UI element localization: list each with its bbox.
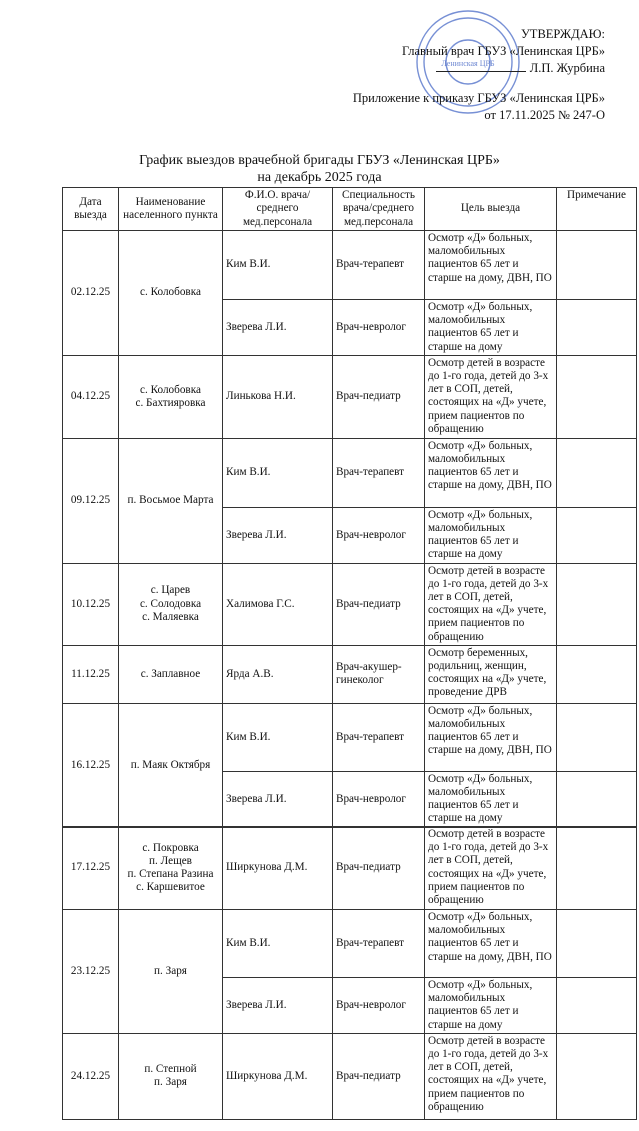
- table-row: [63, 563, 637, 645]
- header-place: Наименование населенного пункта: [119, 188, 223, 231]
- cell-name: Ширкунова Д.М.: [223, 1033, 333, 1119]
- approval-position: Главный врач ГБУЗ «Ленинская ЦРБ»: [401, 44, 605, 58]
- cell-specialty: Врач-невролог: [333, 978, 425, 1034]
- header-name: Ф.И.О. врача/среднего мед.персонала: [223, 188, 333, 231]
- annex-line-2: от 17.11.2025 № 247-О: [484, 108, 605, 122]
- table-row: [63, 910, 637, 978]
- cell-name: Зверева Л.И.: [223, 978, 333, 1034]
- schedule-table: [62, 187, 637, 828]
- cell-place: п. Маяк Октября: [119, 703, 223, 827]
- header-note: Примечание: [557, 188, 637, 231]
- cell-note: [557, 300, 637, 356]
- cell-name: Ким В.И.: [223, 703, 333, 771]
- title-line-2: на декабрь 2025 года: [257, 170, 382, 185]
- cell-specialty: Врач-педиатр: [333, 563, 425, 645]
- cell-date: 16.12.25: [63, 703, 119, 827]
- cell-date: 11.12.25: [63, 645, 119, 703]
- table-row: [63, 827, 637, 910]
- table-row: [63, 355, 637, 438]
- cell-specialty: Врач-терапевт: [333, 703, 425, 771]
- approval-block: [275, 26, 605, 77]
- annex-line-1: Приложение к приказу ГБУЗ «Ленинская ЦРБ»: [352, 91, 605, 105]
- cell-note: [557, 978, 637, 1034]
- cell-name: Ким В.И.: [223, 231, 333, 300]
- cell-purpose: Осмотр «Д» больных, маломобильных пациентов 65 лет и старше на дому: [425, 771, 557, 827]
- cell-date: 17.12.25: [63, 827, 119, 910]
- cell-name: Ширкунова Д.М.: [223, 827, 333, 910]
- page-title: [0, 152, 639, 186]
- cell-note: [557, 771, 637, 827]
- cell-note: [557, 563, 637, 645]
- cell-purpose: Осмотр детей в возрасте до 1-го года, детей до 3-х лет в СОП, детей, состоящих на «Д» учете, прием пациентов по обращению: [425, 355, 557, 438]
- cell-place: п. Восьмое Марта: [119, 438, 223, 563]
- table-row: [63, 231, 637, 300]
- cell-purpose: Осмотр «Д» больных, маломобильных пациентов 65 лет и старше на дому: [425, 507, 557, 563]
- cell-note: [557, 703, 637, 771]
- cell-date: 04.12.25: [63, 355, 119, 438]
- cell-specialty: Врач-невролог: [333, 507, 425, 563]
- cell-specialty: Врач-терапевт: [333, 438, 425, 507]
- cell-purpose: Осмотр детей в возрасте до 1-го года, детей до 3-х лет в СОП, детей, состоящих на «Д» учете, прием пациентов по обращению: [425, 1033, 557, 1119]
- cell-note: [557, 438, 637, 507]
- cell-purpose: Осмотр «Д» больных, маломобильных пациентов 65 лет и старше на дому: [425, 300, 557, 356]
- cell-place: с. Заплавное: [119, 645, 223, 703]
- cell-name: Ким В.И.: [223, 910, 333, 978]
- cell-specialty: Врач-педиатр: [333, 827, 425, 910]
- cell-name: Ким В.И.: [223, 438, 333, 507]
- cell-specialty: Врач-терапевт: [333, 910, 425, 978]
- cell-note: [557, 507, 637, 563]
- cell-place: с. Покровка п. Лещев п. Степана Разина с. Каршевитое: [119, 827, 223, 910]
- cell-note: [557, 355, 637, 438]
- cell-specialty: Врач-педиатр: [333, 355, 425, 438]
- header-date: Дата выезда: [63, 188, 119, 231]
- cell-note: [557, 645, 637, 703]
- cell-place: с. Колобовка с. Бахтияровка: [119, 355, 223, 438]
- cell-date: 10.12.25: [63, 563, 119, 645]
- stamp-text: Ленинская ЦРБ: [441, 59, 495, 68]
- cell-place: с. Царев с. Солодовка с. Маляевка: [119, 563, 223, 645]
- cell-note: [557, 231, 637, 300]
- cell-purpose: Осмотр «Д» больных, маломобильных пациентов 65 лет и старше на дому: [425, 978, 557, 1034]
- schedule-table-part-1: [62, 187, 637, 828]
- table-row: [63, 438, 637, 507]
- cell-specialty: Врач-невролог: [333, 771, 425, 827]
- cell-note: [557, 1033, 637, 1119]
- annex-block: [275, 90, 605, 124]
- table-row: [63, 1033, 637, 1119]
- cell-specialty: Врач-акушер-гинеколог: [333, 645, 425, 703]
- cell-note: [557, 827, 637, 910]
- cell-place: с. Колобовка: [119, 231, 223, 356]
- cell-specialty: Врач-терапевт: [333, 231, 425, 300]
- cell-note: [557, 910, 637, 978]
- cell-date: 24.12.25: [63, 1033, 119, 1119]
- cell-place: п. Степной п. Заря: [119, 1033, 223, 1119]
- cell-specialty: Врач-невролог: [333, 300, 425, 356]
- cell-name: Ярда А.В.: [223, 645, 333, 703]
- cell-date: 23.12.25: [63, 910, 119, 1034]
- table-row: [63, 645, 637, 703]
- cell-specialty: Врач-педиатр: [333, 1033, 425, 1119]
- table-row: [63, 703, 637, 771]
- cell-purpose: Осмотр «Д» больных, маломобильных пациентов 65 лет и старше на дому, ДВН, ПО: [425, 703, 557, 771]
- cell-date: 09.12.25: [63, 438, 119, 563]
- cell-purpose: Осмотр «Д» больных, маломобильных пациентов 65 лет и старше на дому, ДВН, ПО: [425, 438, 557, 507]
- cell-place: п. Заря: [119, 910, 223, 1034]
- schedule-table-continued: [62, 826, 637, 1120]
- approval-signer: Л.П. Журбина: [529, 61, 605, 75]
- cell-name: Линькова Н.И.: [223, 355, 333, 438]
- cell-name: Зверева Л.И.: [223, 300, 333, 356]
- title-line-1: График выездов врачебной бригады ГБУЗ «Ленинская ЦРБ»: [139, 153, 500, 168]
- header-purpose: Цель выезда: [425, 188, 557, 231]
- cell-name: Зверева Л.И.: [223, 507, 333, 563]
- cell-date: 02.12.25: [63, 231, 119, 356]
- cell-purpose: Осмотр «Д» больных, маломобильных пациентов 65 лет и старше на дому, ДВН, ПО: [425, 231, 557, 300]
- cell-purpose: Осмотр детей в возрасте до 1-го года, детей до 3-х лет в СОП, детей, состоящих на «Д» учете, прием пациентов по обращению: [425, 827, 557, 910]
- schedule-table-part-2: [62, 826, 637, 1120]
- cell-purpose: Осмотр детей в возрасте до 1-го года, детей до 3-х лет в СОП, детей, состоящих на «Д» учете, прием пациентов по обращению: [425, 563, 557, 645]
- cell-name: Зверева Л.И.: [223, 771, 333, 827]
- approval-heading: УТВЕРЖДАЮ:: [520, 27, 605, 41]
- table-header-row: [63, 188, 637, 231]
- signature-line: [436, 60, 526, 72]
- header-specialty: Специальность врача/среднего мед.персонала: [333, 188, 425, 231]
- cell-purpose: Осмотр беременных, родильниц, женщин, состоящих на «Д» учете, проведение ДРВ: [425, 645, 557, 703]
- cell-name: Халимова Г.С.: [223, 563, 333, 645]
- cell-purpose: Осмотр «Д» больных, маломобильных пациентов 65 лет и старше на дому, ДВН, ПО: [425, 910, 557, 978]
